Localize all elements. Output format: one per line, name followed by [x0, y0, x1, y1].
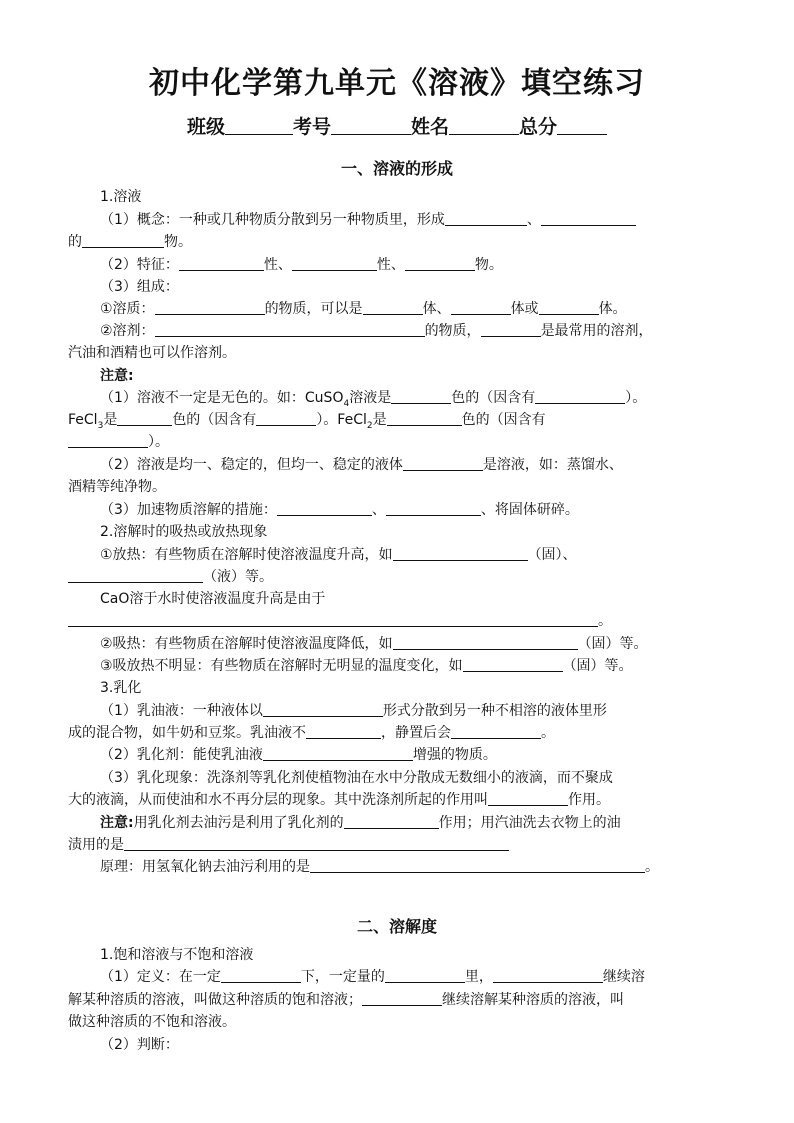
fill-blank[interactable] — [306, 723, 381, 739]
fill-blank[interactable] — [344, 813, 439, 829]
subheading-emulsify: 3.乳化 — [100, 680, 142, 696]
emulsify-phenomenon-line: （3）乳化现象：洗涤剂等乳化剂使植物油在水中分散成无数细小的液滴，而不聚成 — [100, 770, 613, 786]
fill-blank[interactable] — [463, 656, 563, 672]
class-label: 班级 — [186, 116, 225, 138]
fill-blank[interactable] — [221, 967, 301, 983]
note2-line-2: 酒精等纯净物。 — [68, 479, 166, 495]
note1-line-2: FeCl$_3$是 色的（因含有 ）。FeCl$_2$是 色的（因含有 — [68, 412, 546, 431]
emulsifier-line: （2）乳化剂：能使乳油液 增强的物质。 — [100, 747, 497, 763]
subheading-saturated: 1.饱和溶液与不饱和溶液 — [100, 947, 254, 963]
note2-line: （2）溶液是均一、稳定的，但均一、稳定的液体 是溶液，如：蒸馏水、 — [100, 457, 623, 473]
composition-line: （3）组成： — [100, 279, 179, 295]
name-blank[interactable] — [449, 119, 519, 135]
score-blank[interactable] — [557, 119, 607, 135]
emulsion-line: （1）乳油液：一种液体以 形式分散到另一种不相溶的液体里形 — [100, 703, 607, 719]
feature-line: （2）特征： 性、 性、 物。 — [100, 257, 503, 273]
note1-line-3: ）。 — [68, 432, 728, 452]
heat-release-line: ①放热：有些物质在溶解时使溶液温度升高，如 （固）、 — [100, 547, 577, 563]
principle-line: 原理：用氢氧化钠去油污利用的是 。 — [100, 859, 659, 875]
fill-blank[interactable] — [403, 455, 483, 471]
solvent-line: ②溶剂： 的物质， 是最常用的溶剂， — [100, 323, 653, 339]
fill-blank[interactable] — [292, 255, 377, 271]
heat-none-line: ③吸放热不明显：有些物质在溶解时无明显的温度变化，如 （固）等。 — [100, 658, 633, 674]
fill-blank[interactable] — [535, 388, 625, 404]
cao-line-2: 。 — [68, 611, 728, 631]
definition-line: （1）定义：在一定 下，一定量的 里， 继续溶 — [100, 969, 645, 985]
fill-blank[interactable] — [263, 701, 383, 717]
fill-blank[interactable] — [386, 500, 481, 516]
class-blank[interactable] — [225, 119, 293, 135]
fill-blank[interactable] — [263, 745, 413, 761]
subheading-solution: 1.溶液 — [100, 189, 142, 205]
cao-line: CaO溶于水时使溶液温度升高是由于 — [100, 591, 326, 607]
solvent-line-2: 汽油和酒精也可以作溶剂。 — [68, 345, 236, 361]
score-label: 总分 — [519, 116, 558, 138]
fill-blank[interactable] — [493, 967, 603, 983]
fill-blank[interactable] — [68, 611, 598, 627]
note-emulsify-line-2: 渍用的是 — [68, 835, 728, 855]
exam-no-label: 考号 — [292, 116, 331, 138]
judge-line: （2）判断： — [100, 1037, 179, 1053]
fill-blank[interactable] — [385, 967, 465, 983]
heat-absorb-line: ②吸热：有些物质在溶解时使溶液温度降低，如 （固）等。 — [100, 636, 648, 652]
student-info-line — [0, 112, 794, 139]
definition-line-3: 做这种溶质的不饱和溶液。 — [68, 1014, 236, 1030]
emulsify-phenomenon-line-2: 大的液滴，从而使油和水不再分层的现象。其中洗涤剂所起的作用叫 作用。 — [68, 792, 610, 808]
fill-blank[interactable] — [405, 255, 475, 271]
exam-no-blank[interactable] — [331, 119, 411, 135]
section1-heading: 一、溶液的形成 — [340, 159, 453, 178]
fill-blank[interactable] — [362, 990, 442, 1006]
fill-blank[interactable] — [68, 567, 203, 583]
fill-blank[interactable] — [155, 299, 265, 315]
fill-blank[interactable] — [393, 545, 528, 561]
concept-line: （1）概念：一种或几种物质分散到另一种物质里，形成 、 — [100, 210, 760, 230]
fill-blank[interactable] — [393, 634, 578, 650]
definition-line-2: 解某种溶质的溶液，叫做这种溶质的饱和溶液； 继续溶解某种溶质的溶液，叫 — [68, 992, 624, 1008]
note-label: 注意: — [100, 368, 134, 384]
fill-blank[interactable] — [310, 857, 645, 873]
fill-blank[interactable] — [155, 321, 425, 337]
fill-blank[interactable] — [277, 500, 372, 516]
subheading-heat: 2.溶解时的吸热或放热现象 — [100, 524, 268, 540]
fill-blank[interactable] — [481, 321, 541, 337]
solute-line: ①溶质： 的物质，可以是 体、 体或 体。 — [100, 301, 627, 317]
name-label: 姓名 — [411, 116, 450, 138]
fill-blank[interactable] — [488, 790, 568, 806]
heat-release-line-2: （液）等。 — [68, 567, 728, 587]
note3-line: （3）加速物质溶解的措施： 、 、将固体研碎。 — [100, 502, 579, 518]
fill-blank[interactable] — [256, 410, 316, 426]
fill-blank[interactable] — [124, 835, 509, 851]
emulsion-line-2: 成的混合物，如牛奶和豆浆。乳油液不 ，静置后会 。 — [68, 725, 555, 741]
fill-blank[interactable] — [68, 432, 148, 448]
fill-blank[interactable] — [451, 723, 541, 739]
note1-line: （1）溶液不一定是无色的。如：CuSO$_4$溶液是 色的（因含有 ）。 — [100, 390, 647, 409]
fill-blank[interactable] — [541, 210, 636, 226]
fill-blank[interactable] — [451, 299, 511, 315]
fill-blank[interactable] — [445, 210, 527, 226]
fill-blank[interactable] — [539, 299, 599, 315]
page-title: 初中化学第九单元《溶液》填空练习 — [149, 66, 645, 101]
concept-line-2: 的 物。 — [68, 234, 192, 250]
section2-heading: 二、溶解度 — [356, 917, 437, 936]
fill-blank[interactable] — [82, 232, 164, 248]
fill-blank[interactable] — [363, 299, 423, 315]
fill-blank[interactable] — [117, 410, 172, 426]
fill-blank[interactable] — [391, 388, 451, 404]
note-emulsify-line: 注意:用乳化剂去油污是利用了乳化剂的 作用；用汽油洗去衣物上的油 — [100, 815, 621, 831]
fill-blank[interactable] — [179, 255, 264, 271]
fill-blank[interactable] — [387, 410, 462, 426]
